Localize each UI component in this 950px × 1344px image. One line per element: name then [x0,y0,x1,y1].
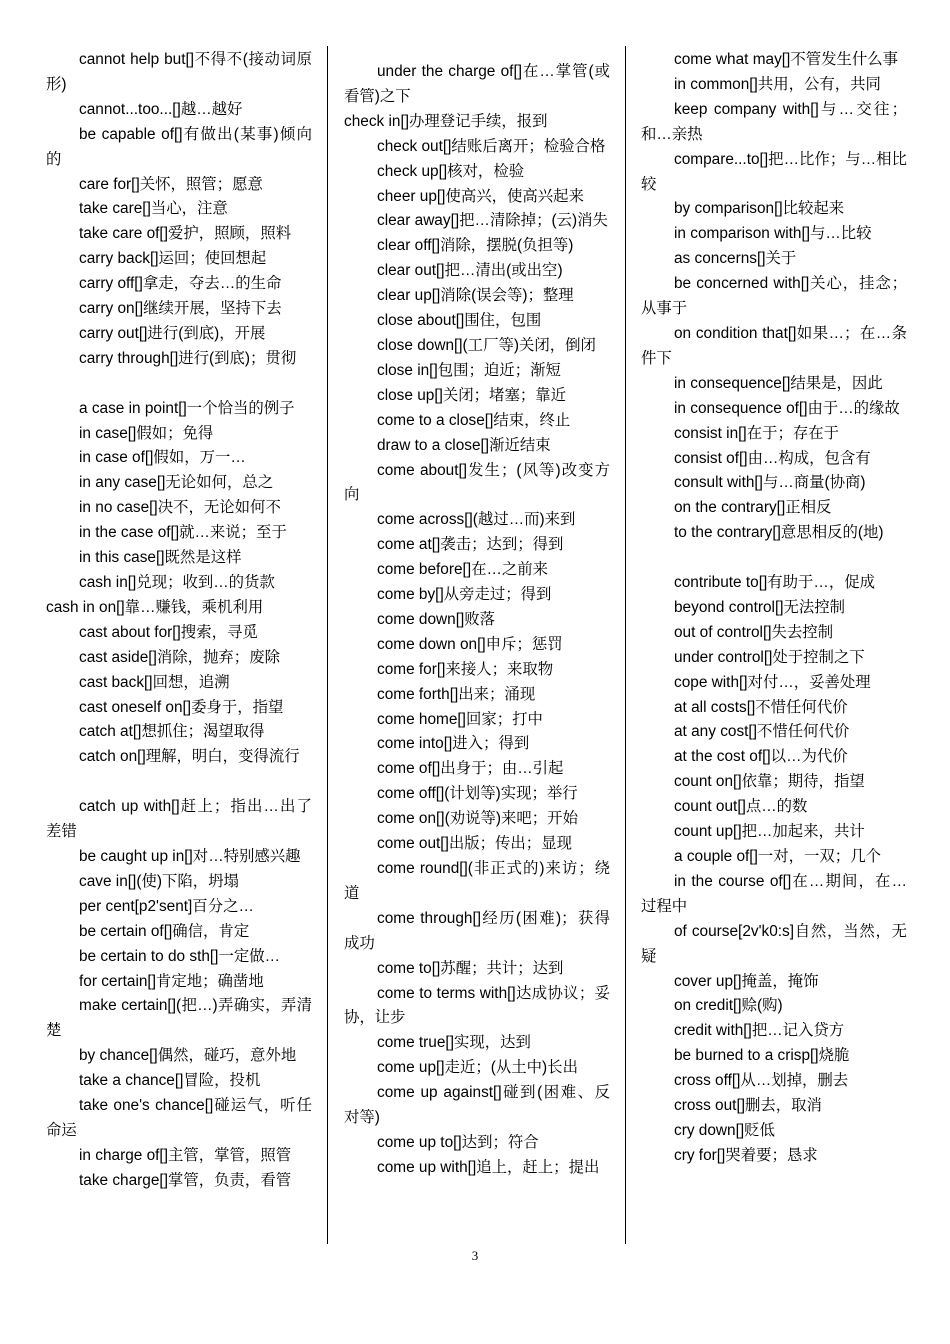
phrase-entry: for certain[]肯定地；确凿地 [79,972,264,990]
phrase-entry: come up[]走近；(从土中)长出 [377,1059,578,1077]
phrase-entry: take care[]当心，注意 [79,200,228,218]
phrase-entry: under the charge of[]在…掌管(或看管)之下 [344,63,610,105]
phrase-entry: cope with[]对付…，妥善处理 [674,673,871,691]
phrase-entry: come up to[]达到；符合 [377,1133,539,1151]
phrase-entry: come up against[]碰到(困难、反对等) [344,1084,610,1127]
phrase-entry: come to a close[]结束，终止 [377,411,571,429]
phrase-entry: come before[]在…之前来 [377,561,549,579]
phrase-entry: come round[](非正式的)来访；绕道 [344,860,610,902]
phrase-entry: cover up[]掩盖，掩饰 [674,972,819,990]
blank-line [641,546,907,571]
column-divider [625,46,626,1244]
phrase-entry: check in[]办理登记手续，报到 [344,112,548,130]
phrase-entry: come out[]出版；传出；显现 [377,835,572,853]
phrase-entry: clear away[]把…清除掉；(云)消失 [377,212,608,230]
phrase-entry: by chance[]偶然，碰巧，意外地 [79,1047,297,1065]
phrase-entry: in no case[]决不，无论如何不 [79,499,281,517]
phrase-entry: in the course of[]在…期间，在…过程中 [641,872,907,915]
phrase-entry: clear up[]消除(误会等)；整理 [377,287,574,305]
phrase-entry: be caught up in[]对…特别感兴趣 [79,847,301,865]
phrase-entry: come about[]发生；(风等)改变方向 [344,461,610,504]
phrase-entry: in consequence of[]由于…的缘故 [674,399,900,417]
phrase-entry: consist of[]由…构成，包含有 [674,449,871,467]
phrase-entry: come to[]苏醒；共计；达到 [377,959,564,977]
phrase-entry: come into[]进入；得到 [377,735,530,753]
phrase-entry: in any case[]无论如何，总之 [79,474,274,492]
phrase-entry: by comparison[]比较起来 [674,200,845,218]
phrase-entry: as concerns[]关于 [674,250,797,268]
phrase-entry: take care of[]爱护，照顾，照料 [79,225,292,243]
phrase-entry: come to terms with[]达成协议；妥协，让步 [344,984,610,1027]
phrase-entry: come home[]回家；打中 [377,710,543,728]
column-3 [641,48,907,1169]
phrase-entry: cast aside[]消除，抛弃；废除 [79,648,280,666]
phrase-entry: close down[](工厂等)关闭，倒闭 [377,336,596,354]
phrase-entry: on condition that[]如果…；在…条件下 [641,324,907,367]
phrase-entry: at all costs[]不惜任何代价 [674,698,848,716]
phrase-entry: compare...to[]把…比作；与…相比较 [641,150,907,193]
phrase-entry: contribute to[]有助于…，促成 [674,574,875,592]
phrase-entry: cross out[]删去，取消 [674,1097,822,1115]
phrase-entry: carry on[]继续开展，坚持下去 [79,300,282,318]
phrase-entry: draw to a close[]渐近结束 [377,436,551,454]
phrase-entry: take charge[]掌管，负责，看管 [79,1171,292,1189]
phrase-entry: count up[]把…加起来，共计 [674,823,865,841]
phrase-entry: at the cost of[]以…为代价 [674,748,848,766]
phrase-entry: come of[]出身于；由…引起 [377,760,564,778]
page-number: 3 [471,1248,479,1263]
phrase-entry: of course[2v'k0:s]自然，当然，无疑 [641,922,907,965]
phrase-entry: come through[]经历(困难)；获得成功 [344,909,610,952]
phrase-entry: care for[]关怀，照管；愿意 [79,175,263,193]
column-2 [344,48,610,1181]
phrase-entry: in case of[]假如，万一… [79,449,246,467]
phrase-entry: in case[]假如；免得 [79,424,214,442]
phrase-entry: take a chance[]冒险，投机 [79,1072,261,1090]
phrase-entry: carry out[]进行(到底)，开展 [79,324,266,342]
phrase-entry: in comparison with[]与…比较 [674,225,872,243]
phrase-entry: in consequence[]结果是，因此 [674,374,883,392]
phrase-entry: be certain of[]确信，肯定 [79,922,250,940]
phrase-entry: on credit[]赊(购) [674,997,783,1015]
column-divider [327,46,328,1244]
phrase-entry: out of control[]失去控制 [674,623,834,641]
phrase-entry: come up with[]追上，赶上；提出 [377,1158,600,1176]
phrase-entry: close up[]关闭；堵塞；靠近 [377,386,567,404]
phrase-entry: in the case of[]就…来说；至于 [79,524,287,542]
phrase-entry: cast about for[]搜索，寻觅 [79,623,258,641]
phrase-entry: come down on[]申斥；惩罚 [377,635,563,653]
phrase-entry: keep company with[]与…交往；和…亲热 [641,100,907,143]
phrase-entry: come across[](越过…而)来到 [377,511,576,529]
phrase-entry: in this case[]既然是这样 [79,549,242,567]
blank-line [46,372,312,397]
phrase-entry: clear off[]消除，摆脱(负担等) [377,237,574,255]
phrase-entry: be concerned with[]关心，挂念；从事于 [641,275,907,318]
phrase-entry: carry through[]进行(到底)；贯彻 [79,349,297,367]
phrase-entry: check up[]核对，检验 [377,162,525,180]
phrase-entry: come off[](计划等)实现；举行 [377,785,578,803]
phrase-entry: in common[]共用，公有，共同 [674,75,881,93]
phrase-entry: clear out[]把…清出(或出空) [377,262,563,280]
blank-line [46,770,312,795]
phrase-entry: come down[]败落 [377,610,496,628]
phrase-entry: cash in on[]靠…赚钱，乘机利用 [46,598,264,616]
phrase-entry: cast oneself on[]委身于，指望 [79,698,284,716]
phrase-entry: a case in point[]一个恰当的例子 [79,399,295,417]
phrase-entry: catch at[]想抓住；渴望取得 [79,723,265,741]
phrase-entry: close about[]围住，包围 [377,312,542,330]
phrase-entry: come forth[]出来；涌现 [377,685,536,703]
phrase-entry: make certain[](把…)弄确实，弄清楚 [46,997,312,1040]
phrase-entry: consult with[]与…商量(协商) [674,474,866,492]
phrase-entry: catch on[]理解，明白，变得流行 [79,748,300,766]
phrase-entry: come on[](劝说等)来吧；开始 [377,810,578,828]
phrase-entry: in charge of[]主管，掌管，照管 [79,1146,292,1164]
phrase-entry: beyond control[]无法控制 [674,598,846,616]
phrase-entry: at any cost[]不惜任何代价 [674,723,850,741]
phrase-entry: per cent[p2'sent]百分之… [79,897,254,915]
phrase-entry: be burned to a crisp[]烧脆 [674,1047,850,1065]
phrase-entry: cheer up[]使高兴，使高兴起来 [377,187,584,205]
phrase-entry: count on[]依靠；期待，指望 [674,773,865,791]
phrase-entry: catch up with[]赶上；指出…出了差错 [46,798,312,841]
phrase-entry: cry down[]贬低 [674,1121,775,1139]
phrase-entry: cast back[]回想，追溯 [79,673,230,691]
column-1 [46,48,312,1194]
phrase-entry: cannot...too...[]越…越好 [79,100,243,118]
phrase-entry: carry back[]运回；使回想起 [79,250,267,268]
phrase-entry: cry for[]哭着要；恳求 [674,1146,818,1164]
phrase-entry: be capable of[]有做出(某事)倾向的 [46,125,312,168]
phrase-entry: cash in[]兑现；收到…的货款 [79,574,275,592]
phrase-entry: come for[]来接人；来取物 [377,660,554,678]
phrase-entry: cross off[]从…划掉，删去 [674,1072,849,1090]
phrase-entry: cannot help but[]不得不(接动词原形) [46,51,312,93]
phrase-entry: be certain to do sth[]一定做… [79,947,281,965]
phrase-entry: under control[]处于控制之下 [674,648,865,666]
phrase-entry: consist in[]在于；存在于 [674,424,840,442]
phrase-entry: a couple of[]一对，一双；几个 [674,847,881,865]
phrase-entry: on the contrary[]正相反 [674,499,832,517]
phrase-entry: cave in[](使)下陷，坍塌 [79,872,239,890]
phrase-entry: carry off[]拿走，夺去…的生命 [79,275,282,293]
phrase-entry: check out[]结账后离开；检验合格 [377,137,606,155]
phrase-entry: come by[]从旁走过；得到 [377,586,552,604]
phrase-entry: count out[]点…的数 [674,798,808,816]
phrase-entry: take one's chance[]碰运气，听任命运 [46,1097,312,1139]
phrase-entry: come at[]袭击；达到；得到 [377,536,564,554]
phrase-entry: come true[]实现，达到 [377,1034,531,1052]
phrase-entry: come what may[]不管发生什么事 [674,51,899,68]
phrase-entry: to the contrary[]意思相反的(地) [674,524,884,542]
phrase-entry: credit with[]把…记入贷方 [674,1022,845,1040]
phrase-entry: close in[]包围；迫近；渐短 [377,361,561,379]
